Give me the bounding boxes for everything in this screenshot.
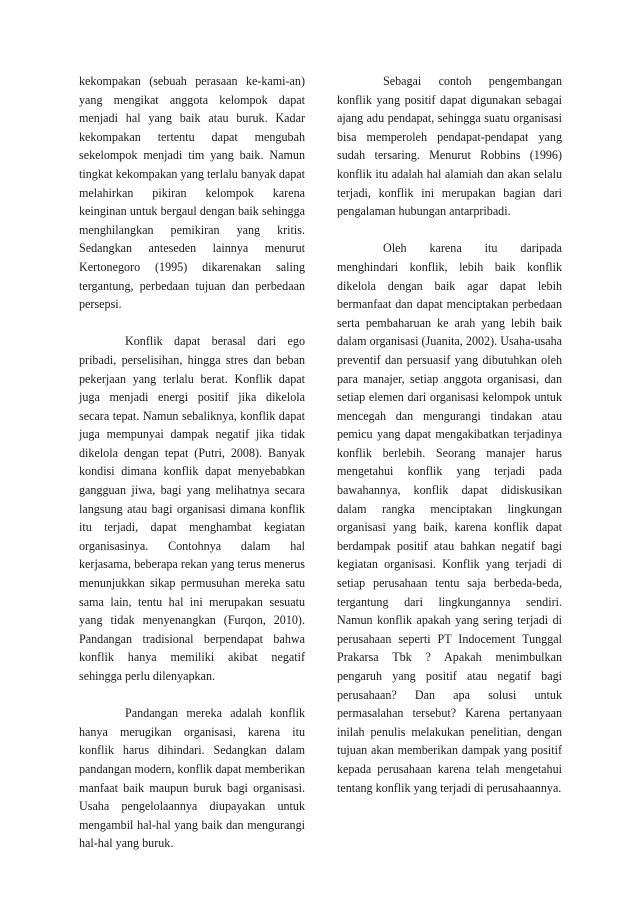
- paragraph: Konflik dapat berasal dari ego pribadi, perselisihan, hingga stres dan beban pekerjaan yang terlalu berat. Konflik dapat juga menjadi energi positif jika dikelola secara tepat. Namun sebaliknya, konflik dapat juga mempunyai dampak negatif jika tidak dikelola dengan tepat (Putri, 2008). Banyak kondisi dimana konflik dapat menyebabkan gangguan jiwa, bagi yang melihatnya secara langsung atau bagi organisasi dimana konflik itu terjadi, dapat menghambat kegiatan organisasinya. Contohnya dalam hal kerjasama, beberapa rekan yang terus menerus menunjukkan sikap permusuhan mereka satu sama lain, tentu hal ini merupakan sesuatu yang tidak menyenangkan (Furqon, 2010). Pandangan tradisional berpendapat bahwa konflik hanya memiliki akibat negatif sehingga perlu dilenyapkan.: [79, 334, 305, 683]
- paragraph: Pandangan mereka adalah konflik hanya merugikan organisasi, karena itu konflik harus dihindari. Sedangkan dalam pandangan modern, konflik dapat memberikan manfaat baik maupun buruk bagi organisasi. Usaha pengelolaannya diupayakan untuk mengambil hal-hal yang baik dan mengurangi hal-hal yang buruk.: [79, 706, 306, 851]
- right-column: [337, 72, 562, 816]
- left-column: [79, 72, 305, 872]
- paragraph: kekompakan (sebuah perasaan ke-kami-an) yang mengikat anggota kelompok dapat menjadi hal yang baik atau buruk. Kadar kekompakan tertentu dapat mengubah sekelompok menjadi tim yang baik. Namun tingkat kekompakan yang terlalu banyak dapat melahirkan pikiran kelompok karena keinginan untuk bergaul dengan baik sehingga menghilangkan pemikiran yang kritis. Sedangkan anteseden lainnya menurut Kertonegoro (1995) dikarenakan saling tergantung, perbedaan tujuan dan perbedaan persepsi.: [79, 74, 306, 312]
- paragraph: Oleh karena itu daripada menghindari konflik, lebih baik konflik dikelola dengan baik agar dapat lebih bermanfaat dan dapat menciptakan perbedaan serta pembaharuan ke arah yang lebih baik dalam organisasi (Juanita, 2002). Usaha-usaha preventif dan persuasif yang dibutuhkan oleh para manajer, setiap anggota organisasi, dan setiap elemen dari organisasi kelompok untuk mencegah dan mengurangi tindakan atau pemicu yang dapat mengakibatkan terjadinya konflik berlebih. Seorang manajer harus mengetahui konflik yang terjadi pada bawahannya, konflik dapat didiskusikan dalam rangka menciptakan lingkungan organisasi yang baik, karena konflik dapat berdampak positif atau bahkan negatif bagi kegiatan organisasi. Konflik yang terjadi di setiap perusahaan tentu saja berbeda-beda, tergantung dari lingkungannya sendiri. Namun konflik apakah yang sering terjadi di perusahaan seperti PT Indocement Tunggal Prakarsa Tbk ? Apakah menimbulkan pengaruh yang positif atau negatif bagi perusahaan? Dan apa solusi untuk permasalahan tersebut? Karena pertanyaan inilah penulis melakukan penelitian, dengan tujuan akan memberikan dampak yang positif kepada perusahaan karena telah mengetahui tentang konflik yang terjadi di perusahaannya.: [337, 241, 562, 795]
- paragraph: Sebagai contoh pengembangan konflik yang positif dapat digunakan sebagai ajang adu pendapat, sehingga suatu organisasi bisa memperoleh pendapat-pendapat yang sudah tersaring. Menurut Robbins (1996) konflik itu adalah hal alamiah dan akan selalu terjadi, konflik ini merupakan bagian dari pengalaman hubungan antarpribadi.: [337, 74, 562, 219]
